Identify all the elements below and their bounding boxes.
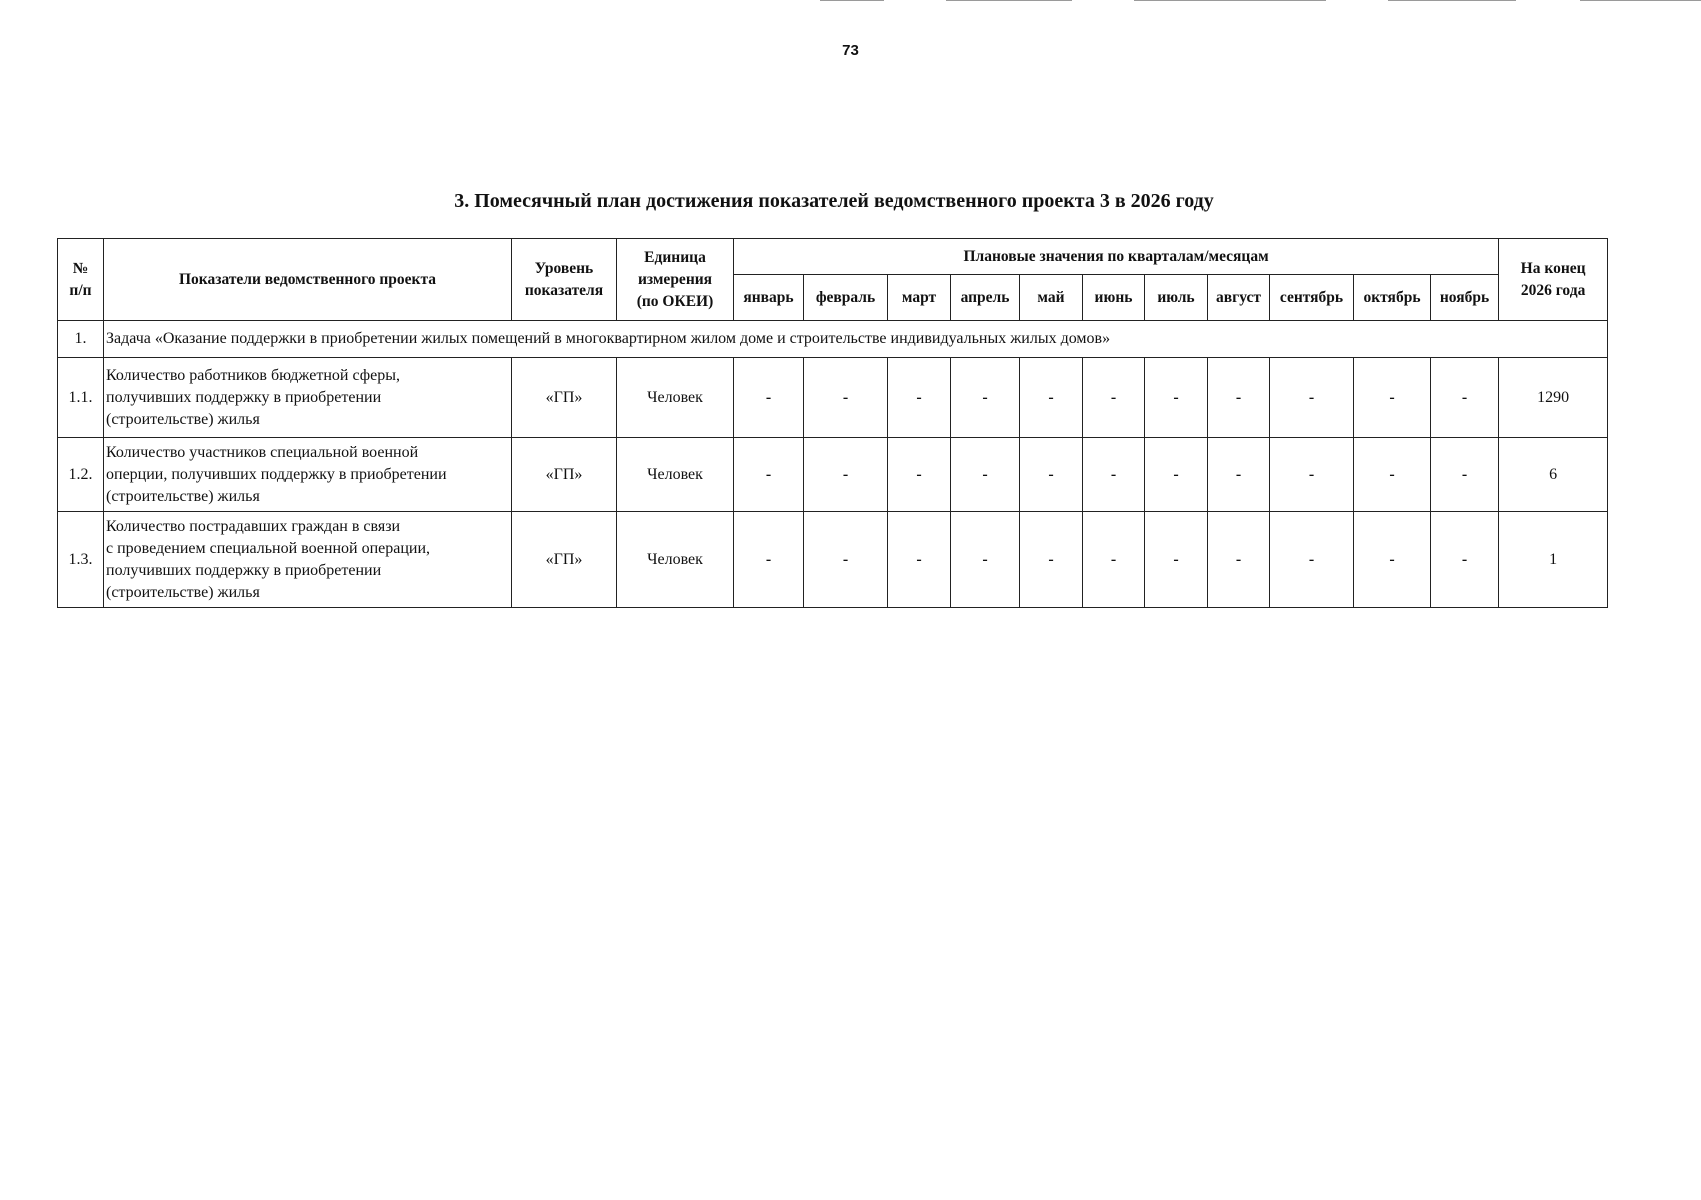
month-value: - (734, 358, 804, 438)
month-value: - (1208, 438, 1270, 512)
month-value: - (734, 438, 804, 512)
task-num: 1. (58, 321, 104, 358)
month-value: - (1208, 358, 1270, 438)
row-num: 1.1. (58, 358, 104, 438)
month-value: - (1020, 358, 1083, 438)
scan-mark (820, 0, 884, 1)
indicator-unit: Человек (617, 358, 734, 438)
end-of-year-value: 1290 (1499, 358, 1608, 438)
header-level: Уровень показателя (512, 239, 617, 321)
header-month-may: май (1020, 275, 1083, 321)
header-month-july: июль (1145, 275, 1208, 321)
month-value: - (1354, 438, 1431, 512)
header-month-october: октябрь (1354, 275, 1431, 321)
indicator-name: Количество участников специальной военной оперции, получивших поддержку в приобретении (строительстве) жилья (104, 438, 512, 512)
month-value: - (734, 512, 804, 608)
end-of-year-value: 6 (1499, 438, 1608, 512)
month-value: - (1208, 512, 1270, 608)
month-value: - (951, 512, 1020, 608)
scan-mark (946, 0, 1072, 1)
scan-mark (1580, 0, 1701, 1)
header-month-march: март (888, 275, 951, 321)
month-value: - (1431, 358, 1499, 438)
indicator-unit: Человек (617, 438, 734, 512)
month-value: - (1354, 358, 1431, 438)
month-value: - (1145, 438, 1208, 512)
monthly-plan-table (57, 238, 1608, 608)
table-row (58, 438, 1608, 512)
document-title: 3. Помесячный план достижения показателей ведомственного проекта 3 в 2026 году (454, 190, 1214, 212)
month-value: - (888, 512, 951, 608)
month-value: - (1270, 438, 1354, 512)
page-number: 73 (842, 42, 859, 59)
task-row (58, 321, 1608, 358)
month-value: - (804, 512, 888, 608)
scan-artifact-marks (0, 0, 1701, 4)
row-num: 1.3. (58, 512, 104, 608)
indicator-name: Количество пострадавших граждан в связи с проведением специальной военной операции, получивших поддержку в приобретении (строительстве) жилья (104, 512, 512, 608)
header-month-august: август (1208, 275, 1270, 321)
header-indicator: Показатели ведомственного проекта (104, 239, 512, 321)
end-of-year-value: 1 (1499, 512, 1608, 608)
month-value: - (1145, 358, 1208, 438)
month-value: - (951, 358, 1020, 438)
task-text: Задача «Оказание поддержки в приобретении жилых помещений в многоквартирном жилом доме и строительстве индивидуальных жилых домов» (104, 321, 1608, 358)
month-value: - (1020, 438, 1083, 512)
month-value: - (951, 438, 1020, 512)
month-value: - (1083, 512, 1145, 608)
scan-mark (1388, 0, 1516, 1)
month-value: - (1145, 512, 1208, 608)
header-month-september: сентябрь (1270, 275, 1354, 321)
month-value: - (1270, 512, 1354, 608)
header-unit: Единица измерения (по ОКЕИ) (617, 239, 734, 321)
month-value: - (1431, 512, 1499, 608)
month-value: - (888, 438, 951, 512)
indicator-level: «ГП» (512, 512, 617, 608)
table-row (58, 358, 1608, 438)
header-planned-values: Плановые значения по кварталам/месяцам (734, 239, 1499, 275)
month-value: - (804, 358, 888, 438)
indicator-unit: Человек (617, 512, 734, 608)
table-row (58, 512, 1608, 608)
month-value: - (1431, 438, 1499, 512)
month-value: - (888, 358, 951, 438)
row-num: 1.2. (58, 438, 104, 512)
scan-mark (1134, 0, 1326, 1)
header-month-april: апрель (951, 275, 1020, 321)
month-value: - (1270, 358, 1354, 438)
indicator-name: Количество работников бюджетной сферы, получивших поддержку в приобретении (строительстве) жилья (104, 358, 512, 438)
header-month-january: январь (734, 275, 804, 321)
header-num: № п/п (58, 239, 104, 321)
month-value: - (1083, 358, 1145, 438)
month-value: - (1083, 438, 1145, 512)
header-month-june: июнь (1083, 275, 1145, 321)
header-month-february: февраль (804, 275, 888, 321)
header-end-of-year: На конец 2026 года (1499, 239, 1608, 321)
indicator-level: «ГП» (512, 438, 617, 512)
header-month-november: ноябрь (1431, 275, 1499, 321)
month-value: - (1020, 512, 1083, 608)
month-value: - (804, 438, 888, 512)
month-value: - (1354, 512, 1431, 608)
indicator-level: «ГП» (512, 358, 617, 438)
